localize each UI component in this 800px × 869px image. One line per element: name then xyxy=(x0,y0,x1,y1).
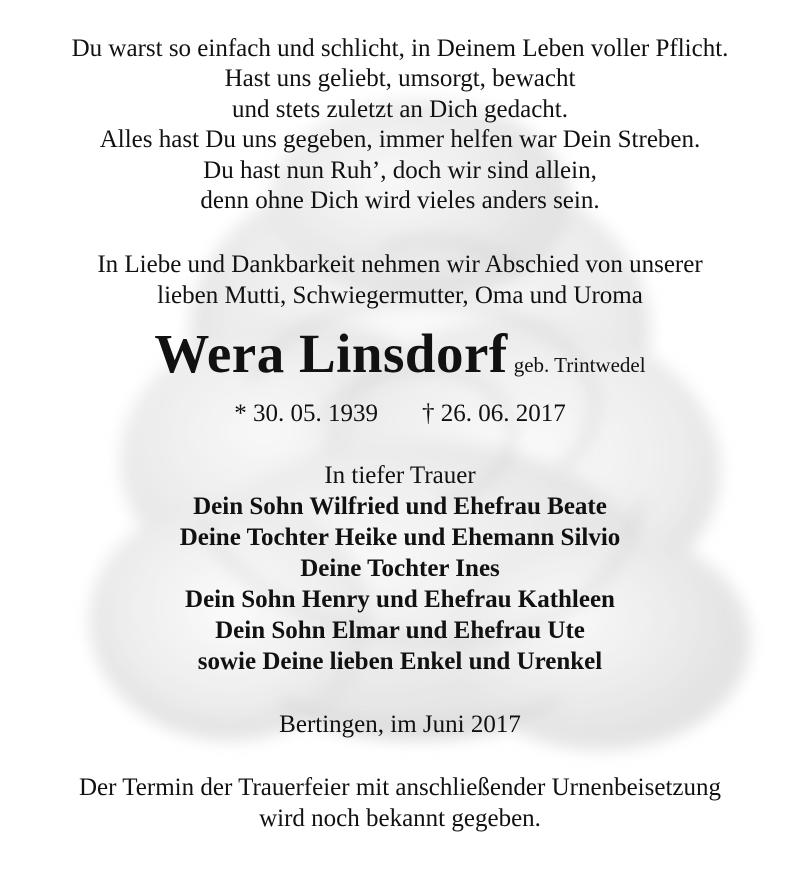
poem-line: Hast uns geliebt, umsorgt, bewacht xyxy=(224,65,576,92)
mourner-line: Dein Sohn Elmar und Ehefrau Ute xyxy=(215,617,585,644)
poem-line: denn ohne Dich wird vieles anders sein. xyxy=(200,187,600,214)
mourners-heading: In tiefer Trauer xyxy=(324,462,476,489)
death-date: † 26. 06. 2017 xyxy=(422,400,566,427)
farewell-intro-line: In Liebe und Dankbarkeit nehmen wir Abschied von unserer xyxy=(97,251,703,278)
deceased-name-row xyxy=(0,322,800,382)
poem-line: und stets zuletzt an Dich gedacht. xyxy=(232,96,568,123)
mourner-line: Deine Tochter Heike und Ehemann Silvio xyxy=(179,524,621,551)
life-dates xyxy=(0,400,800,428)
poem-line: Du hast nun Ruh’, doch wir sind allein, xyxy=(203,157,597,184)
farewell-intro-line: lieben Mutti, Schwiegermutter, Oma und Uroma xyxy=(157,282,643,309)
funeral-notice-line: wird noch bekannt gegeben. xyxy=(259,805,541,832)
mourner-line: sowie Deine lieben Enkel und Urenkel xyxy=(197,648,603,675)
deceased-name: Wera Linsdorf xyxy=(154,323,508,384)
mourner-line: Dein Sohn Wilfried und Ehefrau Beate xyxy=(193,493,607,520)
mourner-line: Deine Tochter Ines xyxy=(300,555,500,582)
funeral-notice-line: Der Termin der Trauerfeier mit anschließender Urnenbeisetzung xyxy=(78,774,721,801)
mourner-line: Dein Sohn Henry und Ehefrau Kathleen xyxy=(185,586,615,613)
birth-date: * 30. 05. 1939 xyxy=(234,400,378,427)
poem-line: Du warst so einfach und schlicht, in Deinem Leben voller Pflicht. xyxy=(71,35,729,62)
maiden-name: geb. Trintwedel xyxy=(513,353,646,377)
place-and-date: Bertingen, im Juni 2017 xyxy=(279,711,521,738)
poem-line: Alles hast Du uns gegeben, immer helfen war Dein Streben. xyxy=(99,126,701,153)
